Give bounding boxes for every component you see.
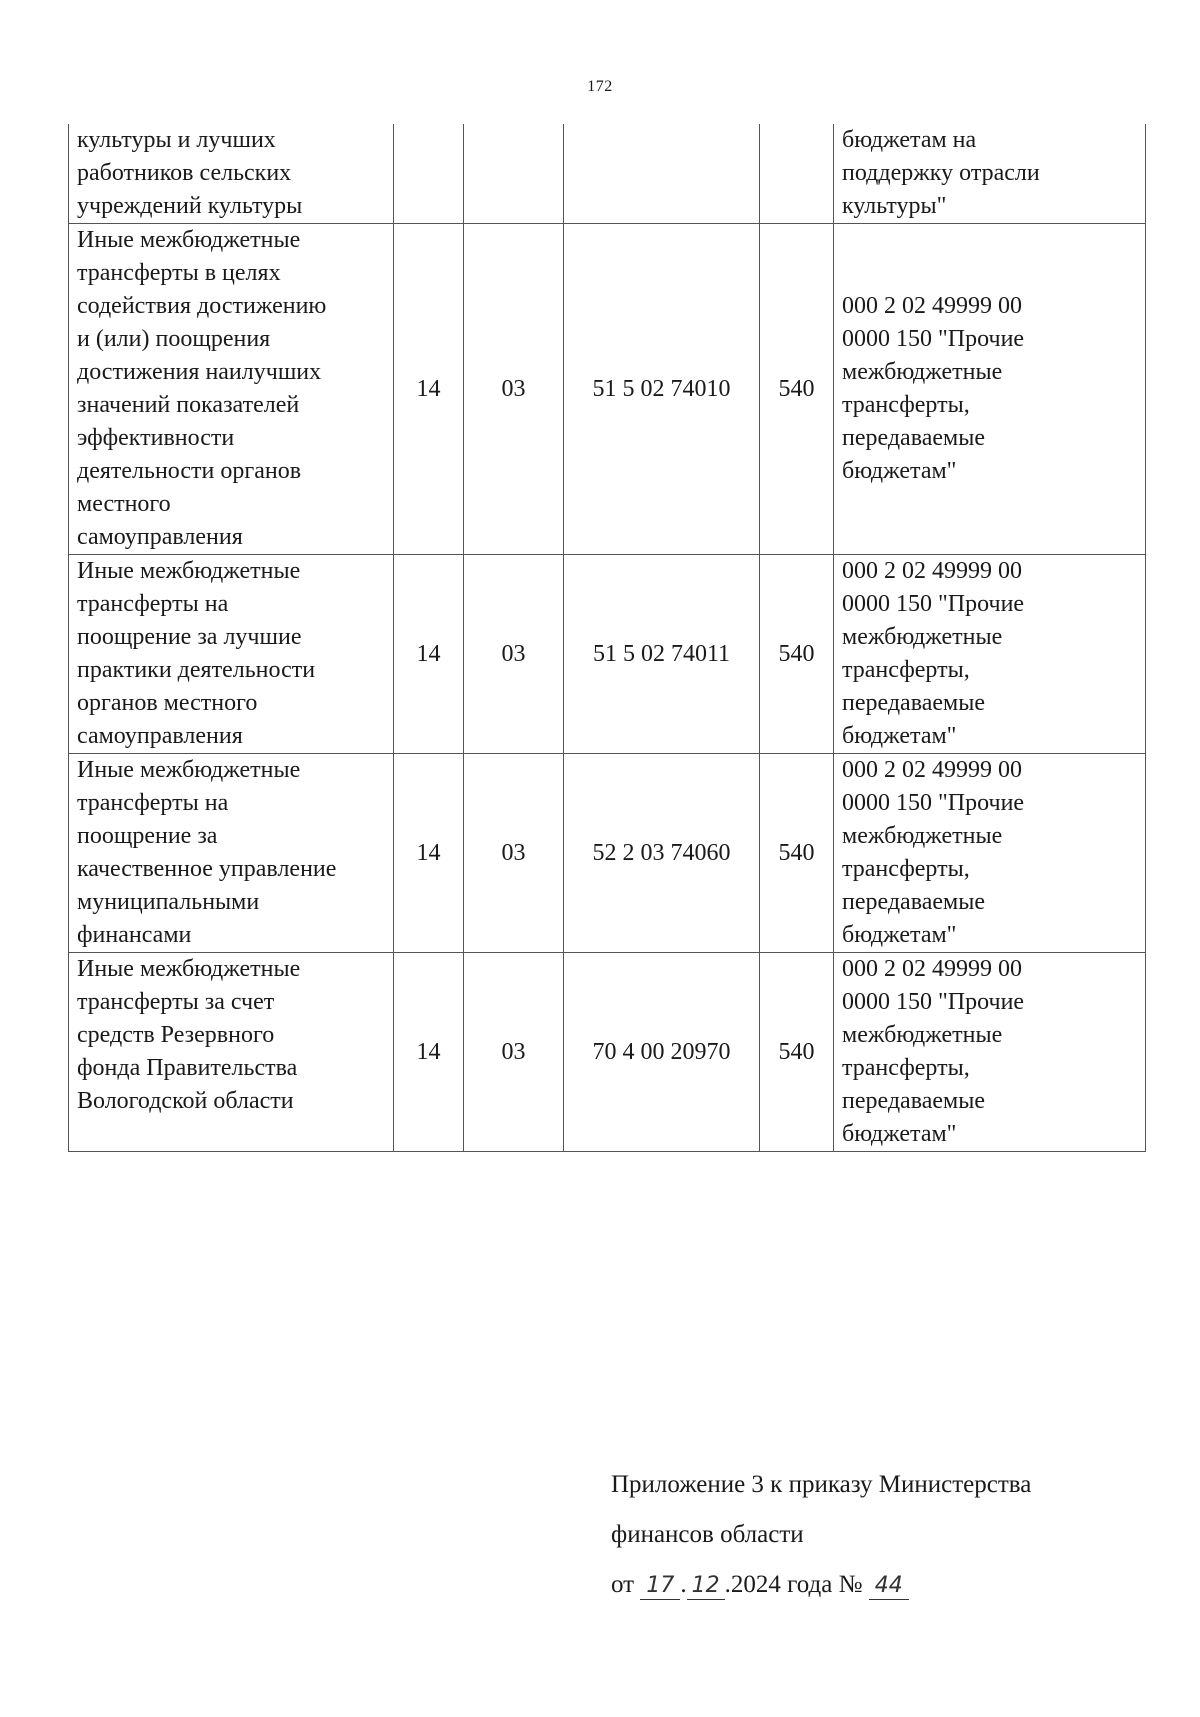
name-line: трансферты в целях: [77, 260, 281, 286]
cell-subsection: 03: [464, 555, 564, 754]
table-row: [69, 224, 1146, 555]
kbk-line: бюджетам": [842, 723, 957, 749]
handwritten-day: 17: [640, 1573, 680, 1600]
name-line: местного: [77, 491, 171, 517]
kbk-line: межбюджетные: [842, 359, 1003, 385]
page-number: 172: [587, 78, 613, 95]
cell-kbk: [834, 224, 1146, 555]
name-line: достижения наилучших: [77, 359, 322, 385]
kbk-line: культуры": [842, 193, 947, 219]
kbk-line: бюджетам на: [842, 127, 977, 153]
cell-name: [69, 953, 394, 1152]
table-body: [69, 124, 1146, 1152]
cell-kbk: [834, 124, 1146, 224]
kbk-line: трансферты,: [842, 1055, 970, 1081]
name-line: самоуправления: [77, 524, 243, 550]
cell-kbk: [834, 953, 1146, 1152]
kbk-line: трансферты,: [842, 392, 970, 418]
name-line: эффективности: [77, 425, 235, 451]
cell-subsection: 03: [464, 953, 564, 1152]
kbk-line: поддержку отрасли: [842, 160, 1040, 186]
name-line: значений показателей: [77, 392, 300, 418]
name-line: трансферты на: [77, 591, 229, 617]
date-separator: .: [680, 1571, 687, 1598]
cell-section: [394, 124, 464, 224]
cell-section: 14: [394, 953, 464, 1152]
handwritten-order-number: 44: [869, 1573, 909, 1600]
cell-name: [69, 754, 394, 953]
kbk-line: 0000 150 "Прочие: [842, 790, 1025, 816]
cell-expense-type: [760, 124, 834, 224]
name-line: учреждений культуры: [77, 193, 303, 219]
name-line: трансферты на: [77, 790, 229, 816]
name-line: поощрение за: [77, 823, 218, 849]
name-line: деятельности органов: [77, 458, 302, 484]
cell-target-code: 70 4 00 20970: [564, 953, 760, 1152]
name-line: самоуправления: [77, 723, 243, 749]
cell-name: [69, 224, 394, 555]
cell-target-code: 52 2 03 74060: [564, 754, 760, 953]
cell-kbk: [834, 754, 1146, 953]
name-line: органов местного: [77, 690, 258, 716]
name-line: муниципальными: [77, 889, 260, 915]
name-line: Вологодской области: [77, 1088, 294, 1114]
name-line: поощрение за лучшие: [77, 624, 302, 650]
table-row: [69, 754, 1146, 953]
name-line: практики деятельности: [77, 657, 316, 683]
name-line: Иные межбюджетные: [77, 558, 301, 584]
cell-section: 14: [394, 754, 464, 953]
cell-subsection: 03: [464, 224, 564, 555]
cell-target-code: [564, 124, 760, 224]
name-line: и (или) поощрения: [77, 326, 271, 352]
kbk-line: бюджетам": [842, 458, 957, 484]
kbk-line: межбюджетные: [842, 624, 1003, 650]
name-line: финансами: [77, 922, 192, 948]
date-prefix: от: [611, 1571, 635, 1598]
table-row: [69, 555, 1146, 754]
kbk-line: передаваемые: [842, 1088, 985, 1114]
cell-name: [69, 124, 394, 224]
table-row: [69, 124, 1146, 224]
name-line: средств Резервного: [77, 1022, 275, 1048]
cell-target-code: 51 5 02 74010: [564, 224, 760, 555]
cell-expense-type: 540: [760, 555, 834, 754]
name-line: Иные межбюджетные: [77, 956, 301, 982]
kbk-line: бюджетам": [842, 922, 957, 948]
kbk-line: 0000 150 "Прочие: [842, 591, 1025, 617]
handwritten-month: 12: [687, 1573, 725, 1600]
cell-name: [69, 555, 394, 754]
cell-section: 14: [394, 555, 464, 754]
cell-kbk: [834, 555, 1146, 754]
kbk-line: 000 2 02 49999 00: [842, 956, 1022, 982]
name-line: работников сельских: [77, 160, 292, 186]
kbk-line: 0000 150 "Прочие: [842, 989, 1025, 1015]
name-line: содействия достижению: [77, 293, 327, 319]
kbk-line: передаваемые: [842, 425, 985, 451]
table-row: [69, 953, 1146, 1152]
appendix-line-1: Приложение 3 к приказу Министерства: [611, 1471, 1032, 1498]
kbk-line: межбюджетные: [842, 1022, 1003, 1048]
name-line: Иные межбюджетные: [77, 757, 301, 783]
name-line: фонда Правительства: [77, 1055, 298, 1081]
year-text: .2024 года №: [724, 1571, 863, 1598]
cell-target-code: 51 5 02 74011: [564, 555, 760, 754]
kbk-line: 0000 150 "Прочие: [842, 326, 1025, 352]
kbk-line: передаваемые: [842, 690, 985, 716]
name-line: Иные межбюджетные: [77, 227, 301, 253]
kbk-line: трансферты,: [842, 856, 970, 882]
kbk-line: 000 2 02 49999 00: [842, 757, 1022, 783]
kbk-line: 000 2 02 49999 00: [842, 558, 1022, 584]
cell-subsection: [464, 124, 564, 224]
kbk-line: передаваемые: [842, 889, 985, 915]
cell-section: 14: [394, 224, 464, 555]
name-line: качественное управление: [77, 856, 337, 882]
kbk-line: межбюджетные: [842, 823, 1003, 849]
cell-expense-type: 540: [760, 224, 834, 555]
cell-expense-type: 540: [760, 754, 834, 953]
appendix-line-2: финансов области: [611, 1521, 804, 1548]
cell-expense-type: 540: [760, 953, 834, 1152]
cell-subsection: 03: [464, 754, 564, 953]
appendix-date-line: [611, 1560, 1031, 1610]
kbk-line: 000 2 02 49999 00: [842, 293, 1022, 319]
appendix-block: [611, 1460, 1031, 1610]
kbk-line: трансферты,: [842, 657, 970, 683]
name-line: трансферты за счет: [77, 989, 275, 1015]
name-line: культуры и лучших: [77, 127, 276, 153]
kbk-line: бюджетам": [842, 1121, 957, 1147]
budget-table: [68, 124, 1146, 1152]
